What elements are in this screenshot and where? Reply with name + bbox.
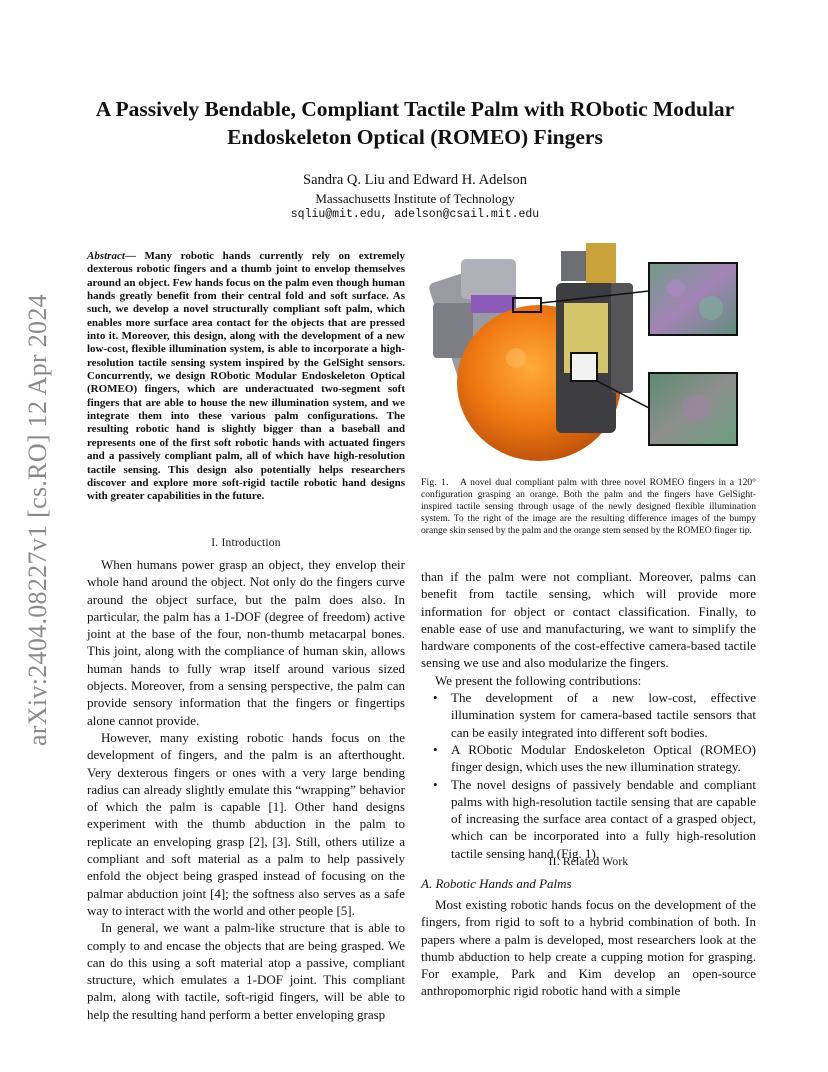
paper-title — [70, 95, 760, 151]
intro-paragraph-2: However, many existing robotic hands focus on the development of fingers, and the palm is an afterthought. Very dexterous fingers or ones with a very large bending radius can already slightly emulate this “wrapping” behavior of which the palm is capable [1]. Other hand designs experiment with the thumb abduction in the palm to replicate an enveloping grasp [2], [3]. Still, others utilize a compliant and soft material as a palm to help passively enfold the object being grasped instead of focusing on the palmar abduction joint [4]; the softness also serves as a safe way to interact with the world and other people [5]. — [87, 729, 405, 918]
contributions-intro: We present the following contributions: — [435, 672, 642, 688]
section-1-heading: I. Introduction — [211, 537, 281, 549]
title-line-1: A Passively Bendable, Compliant Tactile Palm with RObotic Modular — [95, 97, 735, 121]
subsection-a-heading: A. Robotic Hands and Palms — [421, 876, 572, 891]
author-emails: sqliu@mit.edu, adelson@csail.mit.edu — [290, 208, 540, 221]
abstract — [87, 250, 405, 504]
intro-column — [87, 556, 405, 1023]
arxiv-identifier-text: arXiv:2404.08227v1 [cs.RO] 12 Apr 2024 — [23, 294, 53, 746]
contribution-item: • A RObotic Modular Endoskeleton Optical (ROMEO) finger design, which uses the new illumination strategy. — [421, 741, 756, 776]
caption-label: Fig. 1. — [421, 477, 449, 488]
authors: Sandra Q. Liu and Edward H. Adelson — [303, 172, 527, 188]
figure-1-caption — [421, 477, 756, 537]
figure-1-photo-drawing — [421, 243, 756, 463]
related-work-column — [421, 896, 756, 1000]
figure-1-image — [421, 243, 756, 463]
section-2-heading: II. Related Work — [548, 856, 629, 868]
difference-image-inset — [649, 263, 737, 335]
intro-paragraph-1: When humans power grasp an object, they envelop their whole hand around the object. Not only do the fingers curve around the object surface, but the palm does also. In particular, the palm has a 1-DOF (degree of freedom) active joint at the base of the four, non-thumb metacarpal bones. This joint, along with the compliance of human skin, allows human hands to fully wrap itself around various sized objects. Moreover, from a sensing perspective, the palm can provide sensory information that the fingers or fingertips alone cannot provide. — [87, 557, 405, 728]
intro-paragraph-3: In general, we want a palm-like structure that is able to comply to and encase the objects that are being grasped. We can do this using a soft material atop a passive, compliant structure, which emulates a 1-DOF joint. This compliant palm, along with tactile, soft-rigid fingers, will be able to help the resulting hand perform a better enveloping grasp — [87, 920, 405, 1022]
right-paragraph-1: than if the palm were not compliant. Moreover, palms can benefit from tactile sensing, which will provide more information for object or contact classification. Finally, to enable ease of use and manufacturing, we want to simplify the hardware components of the cost-effective camera-based tactile sensing we use and also modularize the fingers. — [421, 569, 756, 671]
contributions-list — [421, 689, 756, 862]
right-column — [421, 568, 756, 862]
arxiv-side-identifier — [20, 285, 56, 755]
romeo-finger — [556, 283, 633, 433]
affiliation: Massachusetts Institute of Technology — [315, 191, 515, 206]
abstract-label: Abstract — [87, 250, 125, 262]
contribution-item: • The development of a new low-cost, effective illumination system for camera-based tactile sensors that can be easily integrated into different soft bodies. — [421, 689, 756, 741]
contribution-item: • The novel designs of passively bendable and compliant palms with high-resolution tactile sensing that are capable of increasing the surface area contact of a grasped object, which can be incorporated into a fully high-resolution tactile sensing hand (Fig. 1). — [421, 776, 756, 862]
caption-text: A novel dual compliant palm with three novel ROMEO fingers in a 120° configuration grasping an orange. Both the palm and the fingers have GelSight-inspired tactile sensing through usage of the newly designed flexible illumination system. To the right of the image are the resulting difference images of the bumpy orange skin sensed by the palm and the orange stem sensed by the ROMEO finger tip. — [421, 477, 756, 537]
title-line-2: Endoskeleton Optical (ROMEO) Fingers — [227, 125, 603, 149]
abstract-text: — Many robotic hands currently rely on extremely dexterous robotic fingers and a thumb joint to envelop themselves around an object. Few hands focus on the palm even though human hands greatly benefit from their central fold and soft surface. As such, we develop a novel structurally compliant soft palm, which enables more surface area contact for the objects that are pressed into it. Moreover, this design, along with the development of a new low-cost, flexible illumination system, is able to incorporate a high-resolution tactile sensing system inspired by the GelSight sensors. Concurrently, we design RObotic Modular Endoskeleton Optical (ROMEO) fingers, which are underactuated two-segment soft fingers that are able to house the new illumination system, and we integrate them into these various palm configurations. The resulting robotic hand is slightly bigger than a baseball and represents one of the first soft robotic hands with actuated fingers and a passively compliant palm, all of which have high-resolution tactile sensing. This design also potentially helps researchers discover and explore more soft-rigid tactile robotic hand designs with greater capabilities in the future. — [87, 250, 405, 503]
related-paragraph-1: Most existing robotic hands focus on the development of the fingers, from rigid to soft to a hybrid combination of both. In papers where a palm is developed, most researchers look at the thumb abduction to help create a cupping motion for grasping. For example, Park and Kim develop an open-source anthropomorphic rigid robotic hand with a simple — [421, 897, 756, 999]
